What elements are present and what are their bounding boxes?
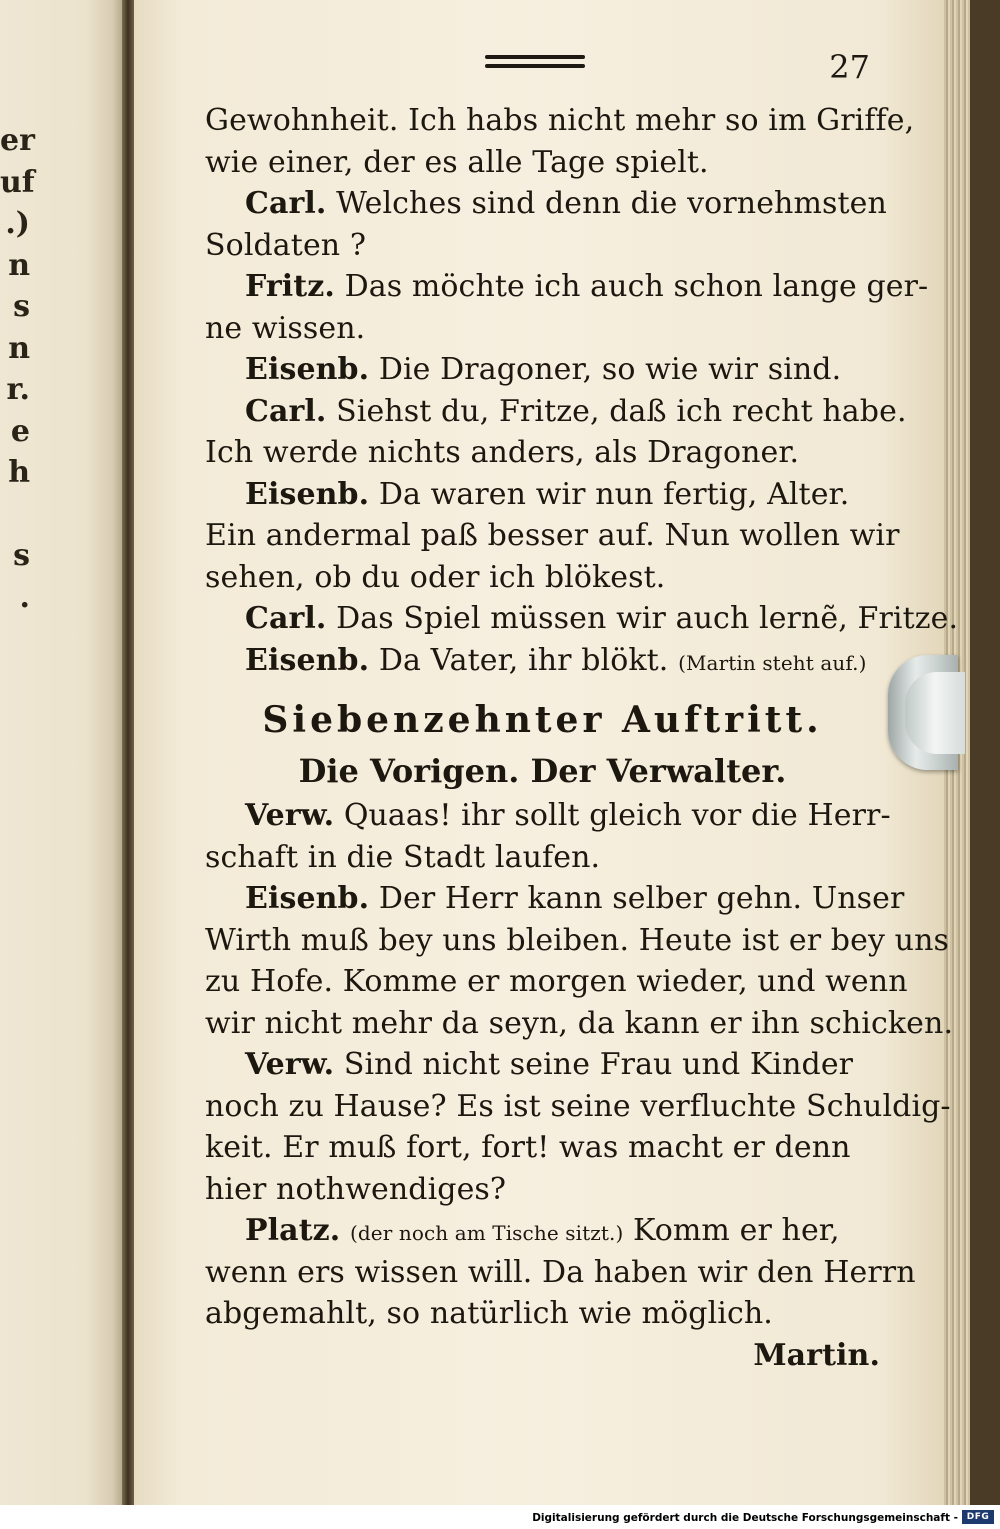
text-line xyxy=(205,349,880,391)
paper-clip-inner xyxy=(905,672,965,754)
text-line xyxy=(205,795,891,837)
line-text: hier nothwendiges? xyxy=(205,1171,507,1207)
line-text: Quaas! ihr sollt gleich vor die Herr- xyxy=(343,798,891,833)
speaker-name: Verw. xyxy=(245,798,335,833)
dialogue-block-1 xyxy=(205,100,959,681)
text-line xyxy=(205,1169,880,1211)
page-number: 27 xyxy=(829,48,870,86)
speaker-name: Eisenb. xyxy=(245,352,370,387)
speaker-name: Carl. xyxy=(245,393,327,429)
text-line xyxy=(205,183,887,225)
previous-page-edge-text xyxy=(0,120,35,618)
text-line xyxy=(205,640,880,682)
text-line xyxy=(205,1127,880,1169)
edge-glyph: . xyxy=(19,579,30,615)
speaker-name: Verw. xyxy=(245,1047,335,1082)
text-line xyxy=(205,1210,880,1252)
line-text: schaft in die Stadt laufen. xyxy=(205,839,601,875)
line-text: Komm er her, xyxy=(633,1213,840,1248)
edge-glyph: .) xyxy=(5,206,30,241)
catchword: Martin. xyxy=(753,1337,880,1373)
line-text: wie einer, der es alle Tage spielt. xyxy=(205,144,709,180)
text-line xyxy=(205,1044,880,1086)
speaker-name: Eisenb. xyxy=(245,881,370,916)
text-line xyxy=(205,1003,954,1045)
line-text: abgemahlt, so natürlich wie möglich. xyxy=(205,1296,773,1331)
edge-glyph xyxy=(0,494,30,536)
line-text: noch zu Hause? Es ist seine verfluchte Schuldig- xyxy=(205,1088,951,1124)
edge-glyph: e xyxy=(10,413,30,449)
footer-credit: Digitalisierung gefördert durch die Deutsche Forschungsgemeinschaft - xyxy=(532,1512,958,1524)
scene-heading: Siebenzehnter Auftritt. xyxy=(262,699,823,741)
line-text: Siehst du, Fritze, daß ich recht habe. xyxy=(336,393,907,429)
text-line xyxy=(205,515,900,557)
line-text: Der Herr kann selber gehn. Unser xyxy=(378,881,905,916)
speaker-name: Carl. xyxy=(245,186,327,221)
stage-direction: (Martin steht auf.) xyxy=(678,650,867,675)
speaker-name: Platz. xyxy=(245,1213,341,1248)
line-text: Welches sind denn die vornehmsten xyxy=(336,186,887,221)
text-line xyxy=(205,391,907,433)
edge-glyph: er xyxy=(0,123,35,158)
text-line xyxy=(205,557,880,599)
edge-glyph: h xyxy=(8,455,30,490)
previous-page xyxy=(0,0,122,1505)
scene-persons: Die Vorigen. Der Verwalter. xyxy=(298,752,787,790)
line-text: Sind nicht seine Frau und Kinder xyxy=(343,1047,854,1082)
line-text: Ein andermal paß besser auf. Nun wollen wir xyxy=(205,518,900,553)
footer-bar xyxy=(0,1505,1000,1529)
text-line xyxy=(205,1293,880,1335)
text-line xyxy=(205,142,880,184)
edge-glyph: r. xyxy=(6,372,30,407)
edge-glyph: s xyxy=(13,289,30,324)
text-line xyxy=(205,474,880,516)
line-text: Soldaten ? xyxy=(205,227,367,263)
text-line xyxy=(205,100,915,142)
text-line xyxy=(205,837,880,879)
text-line xyxy=(205,1252,916,1294)
line-text: Gewohnheit. Ich habs nicht mehr so im Griffe, xyxy=(205,103,915,138)
text-line xyxy=(205,266,929,308)
text-line xyxy=(205,598,959,640)
page-text xyxy=(205,100,959,1376)
text-line xyxy=(205,225,880,267)
dialogue-block-2 xyxy=(205,795,954,1335)
edge-glyph: n xyxy=(8,330,30,366)
line-text: Da waren wir nun fertig, Alter. xyxy=(378,476,850,512)
line-text: Wirth muß bey uns bleiben. Heute ist er bey uns xyxy=(205,922,949,958)
line-text: wir nicht mehr da seyn, da kann er ihn schicken. xyxy=(205,1005,954,1041)
line-text: Da Vater, ihr blökt. xyxy=(378,642,669,678)
header-rule xyxy=(485,55,585,71)
line-text: Die Dragoner, so wie wir sind. xyxy=(378,352,842,387)
speaker-name: Carl. xyxy=(245,601,327,636)
dfg-logo: DFG xyxy=(962,1510,994,1524)
line-text: wenn ers wissen will. Da haben wir den Herrn xyxy=(205,1254,916,1290)
line-text: Das Spiel müssen wir auch lernẽ, Fritze. xyxy=(336,601,959,636)
line-text: Das möchte ich auch schon lange ger- xyxy=(344,269,929,304)
edge-glyph: s xyxy=(13,538,30,573)
text-line xyxy=(205,961,908,1003)
line-text: zu Hofe. Komme er morgen wieder, und wenn xyxy=(205,964,908,999)
text-line xyxy=(205,1086,951,1128)
text-line xyxy=(205,878,905,920)
book-gutter xyxy=(122,0,134,1505)
speaker-name: Fritz. xyxy=(245,269,335,304)
speaker-name: Eisenb. xyxy=(245,476,370,512)
book-board xyxy=(970,0,1000,1505)
speaker-name: Eisenb. xyxy=(245,642,370,678)
edge-glyph: n xyxy=(8,247,30,283)
line-text: Ich werde nichts anders, als Dragoner. xyxy=(205,435,800,470)
line-text: keit. Er muß fort, fort! was macht er denn xyxy=(205,1130,851,1165)
line-text: sehen, ob du oder ich blökest. xyxy=(205,559,666,595)
edge-glyph: uf xyxy=(0,164,35,200)
line-text: ne wissen. xyxy=(205,310,366,346)
text-line xyxy=(205,920,949,962)
text-line xyxy=(205,308,880,350)
stage-direction: (der noch am Tische sitzt.) xyxy=(349,1221,624,1245)
text-line xyxy=(205,432,880,474)
